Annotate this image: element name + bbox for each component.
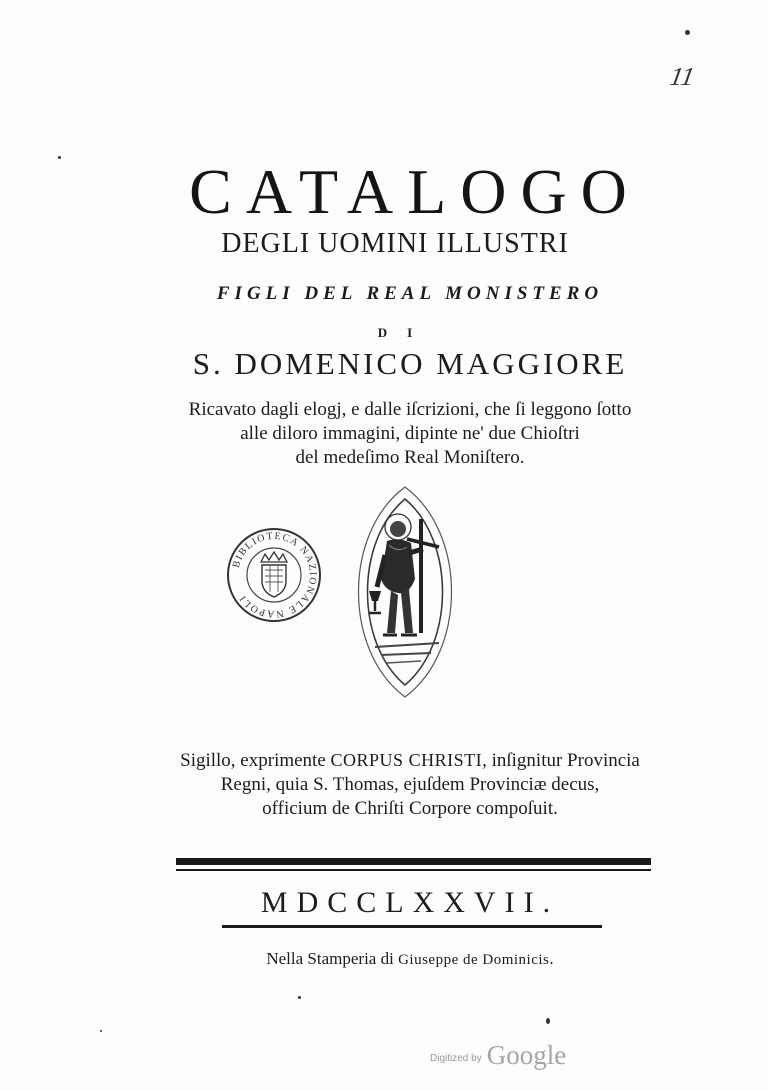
subtitle-line-1: DEGLI UOMINI ILLUSTRI xyxy=(221,228,569,259)
page-number: 11 xyxy=(667,62,697,91)
caption-text: , inſignitur Provincia xyxy=(482,750,640,771)
book-title: CATALOGO xyxy=(189,156,641,227)
description-line: Ricavato dagli elogj, e dalle iſcrizioni, che ſi leggono ſotto xyxy=(188,399,632,420)
subtitle-line-4: S. DOMENICO MAGGIORE xyxy=(192,346,628,381)
svg-text:BIBLIOTECA NAZIONALE NAPOLI: BIBLIOTECA NAZIONALE NAPOLI xyxy=(230,530,319,620)
subtitle-line-3: DI xyxy=(377,325,433,340)
paper-speck xyxy=(685,30,690,35)
description-line: del medeſimo Real Moniſtero. xyxy=(295,447,525,468)
paper-speck xyxy=(298,996,301,999)
printer-prefix: Nella Stamperia di xyxy=(266,949,399,968)
library-stamp-icon xyxy=(225,526,323,624)
digitized-by-google xyxy=(430,1040,566,1071)
google-logo: Google xyxy=(486,1040,567,1070)
paper-speck xyxy=(58,156,61,159)
seal-caption xyxy=(120,748,700,821)
paper-speck xyxy=(100,1030,102,1032)
subtitle-line-2: FIGLI DEL REAL MONISTERO xyxy=(216,283,604,304)
digitized-by-label: Digitized by xyxy=(430,1053,482,1064)
description xyxy=(130,398,690,470)
caption-small-caps: CORPUS CHRISTI xyxy=(330,750,483,770)
caption-line-2: Regni, quia S. Thomas, ejuſdem Provinciæ decus, xyxy=(220,774,600,795)
year-rule xyxy=(222,925,602,928)
paper-speck xyxy=(546,1018,550,1024)
printer-line xyxy=(170,950,650,968)
double-rule-thick xyxy=(176,858,651,865)
publication-year: MDCCLXXVII. xyxy=(260,886,560,919)
printer-suffix: . xyxy=(549,949,554,968)
double-rule-thin xyxy=(176,869,651,871)
corpus-christi-seal xyxy=(335,483,475,701)
caption-text: Sigillo, exprimente xyxy=(180,750,331,771)
caption-line-3: officium de Chriſti Corpore compoſuit. xyxy=(262,798,558,819)
seal-illustration-icon xyxy=(335,483,475,701)
caption-line-1 xyxy=(120,748,700,773)
description-line: alle diloro immagini, dipinte ne' due Chioſtri xyxy=(240,423,580,444)
printer-name: Giuseppe de Dominicis xyxy=(398,952,550,968)
library-stamp xyxy=(225,526,323,624)
